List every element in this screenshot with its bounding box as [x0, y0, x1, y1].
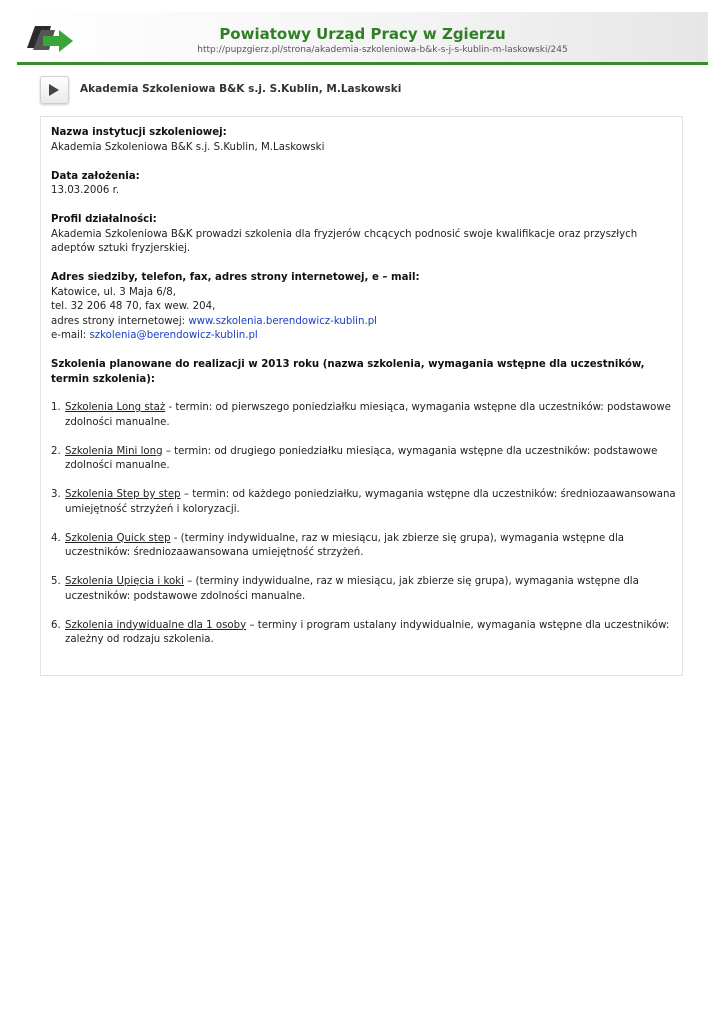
- list-item: [64, 575, 676, 604]
- institution-name-label: Nazwa instytucji szkoleniowej:: [51, 127, 227, 138]
- training-name: Szkolenia indywidualne dla 1 osoby: [65, 619, 247, 631]
- founding-date-label: Data założenia:: [51, 170, 140, 182]
- training-desc: – terminy i program ustalany indywidualnie, wymagania wstępne dla uczestników: zależny od rodzaju szkolenia.: [65, 619, 670, 645]
- website-prefix: adres strony internetowej:: [51, 315, 189, 327]
- list-item: [64, 401, 676, 430]
- training-name: Szkolenia Step by step: [65, 489, 181, 500]
- training-desc: - (terminy indywidualne, raz w miesiącu, jak zbierze się grupa), wymagania wstępne dla uczestników: średniozaawansowana umiejętność strzyżeń.: [65, 532, 625, 558]
- founding-date-section: [51, 170, 676, 199]
- profile-value: Akademia Szkoleniowa B&K prowadzi szkolenia dla fryzjerów chcących podnosić swoje kwalifikacje oraz przyszłych adeptów sztuki fryzjerskiej.: [51, 228, 638, 254]
- training-name: Szkolenia Quick step: [65, 532, 171, 544]
- trainings-label: Szkolenia planowane do realizacji w 2013 roku (nazwa szkolenia, wymagania wstępne dla uczestników, termin szkolenia):: [51, 359, 645, 385]
- list-item: [64, 619, 676, 648]
- play-arrow-icon: [49, 84, 59, 96]
- play-button[interactable]: [40, 76, 69, 104]
- training-desc: - termin: od pierwszego poniedziałku miesiąca, wymagania wstępne dla uczestników: podstawowe zdolności manualne.: [65, 402, 671, 428]
- training-desc: – termin: od drugiego poniedziałku miesiąca, wymagania wstępne dla uczestników: podstawowe zdolności manualne.: [65, 445, 658, 471]
- profile-label: Profil działalności:: [51, 214, 157, 225]
- list-item: [64, 532, 676, 561]
- logo-arrow-icon[interactable]: [25, 24, 75, 54]
- address-line-1: Katowice, ul. 3 Maja 6/8,: [51, 286, 176, 298]
- training-name: Szkolenia Mini long: [65, 445, 163, 457]
- site-title: Powiatowy Urząd Pracy w Zgierzu: [219, 25, 506, 43]
- address-label: Adres siedziby, telefon, fax, adres strony internetowej, e – mail:: [51, 272, 420, 283]
- website-line: [51, 315, 676, 330]
- page-title-row: [40, 76, 680, 106]
- list-item: [64, 488, 676, 517]
- institution-name-value: Akademia Szkoleniowa B&K s.j. S.Kublin, M.Laskowski: [51, 141, 325, 153]
- email-prefix: e-mail:: [51, 330, 90, 341]
- address-section: [51, 271, 676, 344]
- training-desc: – termin: od każdego poniedziałku, wymagania wstępne dla uczestników: średniozaawansowana umiejętność strzyżeń i koloryzacji.: [65, 489, 676, 515]
- email-link[interactable]: szkolenia@berendowicz-kublin.pl: [89, 330, 258, 341]
- training-name: Szkolenia Upięcia i koki: [65, 576, 184, 587]
- page-url: http://pupzgierz.pl/strona/akademia-szkoleniowa-b&k-s-j-s-kublin-m-laskowski/245: [197, 45, 568, 55]
- address-line-2: tel. 32 206 48 70, fax wew. 204,: [51, 301, 216, 312]
- page-title: Akademia Szkoleniowa B&K s.j. S.Kublin, M.Laskowski: [80, 83, 402, 95]
- trainings-list: [51, 401, 676, 648]
- list-item: [64, 445, 676, 474]
- founding-date-value: 13.03.2006 r.: [51, 185, 120, 196]
- training-desc: – (terminy indywidualne, raz w miesiącu, jak zbierze się grupa), wymagania wstępne dla uczestników: podstawowe zdolności manualne.: [65, 576, 639, 602]
- institution-name-section: [51, 126, 676, 155]
- profile-section: [51, 213, 676, 257]
- email-line: [51, 329, 676, 344]
- content-panel: [40, 116, 683, 676]
- training-name: Szkolenia Long staż: [65, 402, 166, 413]
- website-link[interactable]: www.szkolenia.berendowicz-kublin.pl: [188, 315, 377, 327]
- site-header: [17, 12, 708, 65]
